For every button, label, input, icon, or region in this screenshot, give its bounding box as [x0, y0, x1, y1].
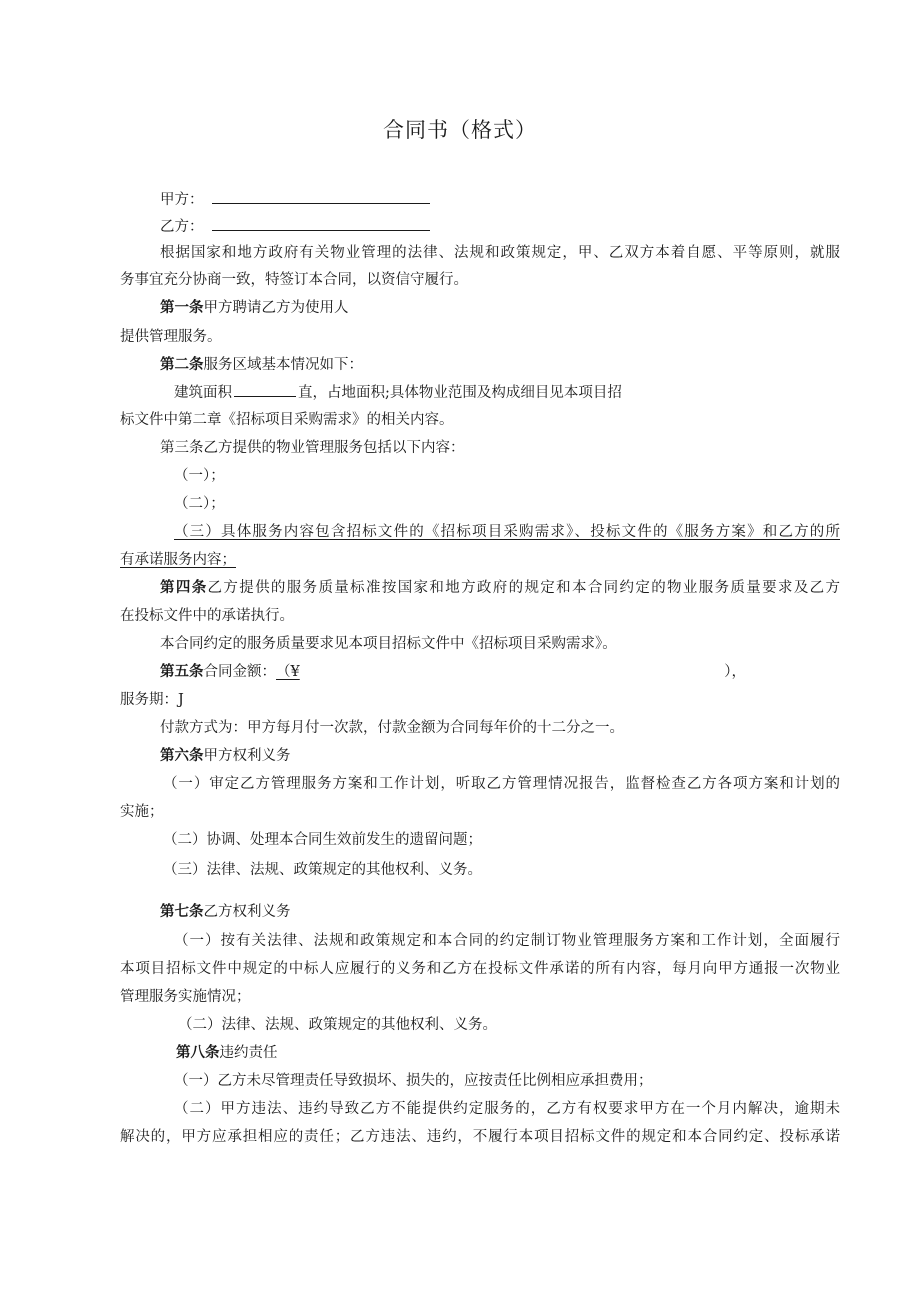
party-b-label: 乙方： — [160, 219, 204, 235]
article-3: 第三条乙方提供的物业管理服务包括以下内容： — [160, 440, 465, 456]
article-8-item-2: （二）甲方违法、违约导致乙方不能提供约定服务的，乙方有权要求甲方在一个月内解决，逾期未 — [174, 1101, 840, 1117]
article-6-item-2: （二）协调、处理本合同生效前发生的遗留问题； — [163, 832, 482, 848]
article-7-item-2: （二）法律、法规、政策规定的其他权利、义务。 — [178, 1017, 497, 1033]
intro-line-1: 根据国家和地方政府有关物业管理的法律、法规和政策规定，甲、乙双方本着自愿、平等原则，就服 — [160, 245, 840, 261]
article-7-text: 乙方权利义务 — [203, 904, 291, 920]
article-2-cont: 标文件中第二章《招标项目采购需求》的相关内容。 — [120, 412, 454, 428]
article-8-text: 违约责任 — [219, 1045, 278, 1061]
article-5 — [160, 662, 746, 682]
article-2-label: 第二条 — [160, 356, 204, 373]
article-6-text: 甲方权利义务 — [203, 748, 291, 764]
party-a-line — [160, 189, 430, 210]
article-7 — [160, 902, 291, 922]
article-7-item-1: （一）按有关法律、法规和政策规定和本合同的约定制订物业管理服务方案和工作计划，全面履行 — [174, 933, 840, 949]
article-7-item-1-cont: 本项目招标文件中规定的中标人应履行的义务和乙方在投标文件承诺的所有内容，每月向甲方通报一次物业 — [120, 961, 840, 977]
intro-line-2: 务事宜充分协商一致，特签订本合同，以资信守履行。 — [120, 272, 468, 288]
article-4-text: 乙方提供的服务质量标准按国家和地方政府的规定和本合同约定的物业服务质量要求及乙方 — [207, 580, 841, 596]
service-period: 服务期：J — [120, 692, 184, 708]
article-1-label: 第一条 — [160, 299, 204, 316]
party-b-blank — [212, 216, 430, 231]
article-8-item-2-cont: 解决的，甲方应承担相应的责任；乙方违法、违约，不履行本项目招标文件的规定和本合同约定、投标承诺 — [120, 1129, 840, 1145]
article-4-label: 第四条 — [160, 579, 208, 596]
article-8-item-1: （一）乙方未尽管理责任导致损坏、损失的，应按责任比例相应承担费用； — [174, 1073, 653, 1089]
contract-amount-field — [276, 662, 746, 682]
article-5-label: 第五条 — [160, 663, 204, 680]
party-a-label: 甲方： — [160, 192, 204, 208]
article-3-item-3: （三）具体服务内容包含招标文件的《招标项目采购需求》、投标文件的《服务方案》和乙方的所 — [174, 524, 840, 540]
article-2-area-text: 直，占地面积;具体物业范围及构成细目见本项目招 — [298, 385, 622, 401]
article-1-cont: 提供管理服务。 — [120, 329, 222, 345]
building-area-blank — [234, 382, 296, 397]
article-2-text: 服务区域基本情况如下： — [203, 357, 363, 373]
article-4-quality: 本合同约定的服务质量要求见本项目招标文件中《招标项目采购需求》。 — [160, 636, 617, 652]
article-8-label: 第八条 — [176, 1044, 220, 1061]
article-4 — [160, 578, 840, 598]
article-6-item-1-cont: 实施； — [120, 804, 164, 820]
article-2-area — [174, 382, 622, 403]
article-7-label: 第七条 — [160, 903, 204, 920]
article-2 — [160, 355, 363, 375]
amount-close: ）， — [724, 664, 746, 680]
article-6 — [160, 746, 291, 766]
party-b-line — [160, 216, 430, 237]
article-7-item-1-end: 管理服务实施情况； — [120, 989, 251, 1005]
article-6-label: 第六条 — [160, 747, 204, 764]
party-a-blank — [212, 189, 430, 204]
article-5-text: 合同金额： — [203, 664, 276, 680]
article-1 — [160, 298, 349, 318]
building-area-label: 建筑面积 — [174, 385, 232, 401]
article-6-item-3: （三）法律、法规、政策规定的其他权利、义务。 — [163, 862, 482, 878]
article-3-item-3-cont: 有承诺服务内容； — [120, 552, 236, 568]
page-title: 合同书（格式） — [383, 118, 537, 142]
article-1-text: 甲方聘请乙方为使用人 — [203, 300, 349, 316]
payment-method: 付款方式为：甲方每月付一次款，付款金额为合同每年价的十二分之一。 — [160, 720, 624, 736]
article-3-item-1: （一）； — [174, 468, 225, 484]
article-3-item-2: （二）； — [174, 496, 225, 512]
article-4-cont: 在投标文件中的承诺执行。 — [120, 608, 294, 624]
article-8 — [176, 1043, 278, 1063]
amount-open: （¥ — [276, 664, 300, 680]
article-6-item-1: （一）审定乙方管理服务方案和工作计划，听取乙方管理情况报告，监督检查乙方各项方案和计划的 — [163, 776, 840, 792]
